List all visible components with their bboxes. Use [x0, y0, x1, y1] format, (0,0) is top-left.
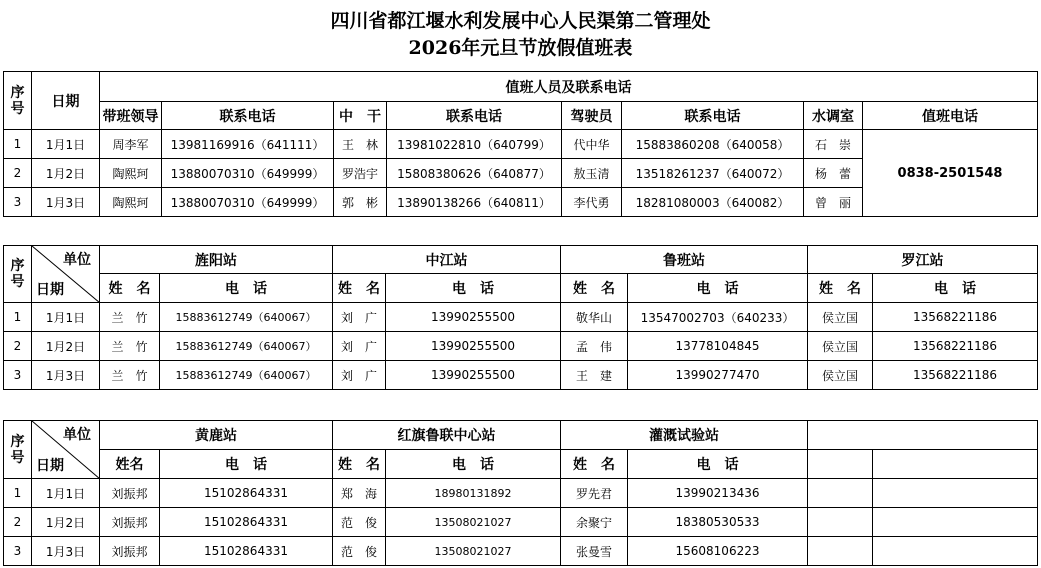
- mid-phone-header: 联系电话: [387, 102, 562, 130]
- document-subtitle: 2026年元旦节放假值班表: [408, 37, 633, 59]
- empty-cell: [808, 479, 873, 508]
- row-date: 1月1日: [32, 130, 100, 159]
- seq-header: 序号: [4, 72, 32, 130]
- water-staff: 杨 蕾: [804, 159, 863, 188]
- staff-name: 范 俊: [333, 508, 386, 537]
- staff-name: 兰 竹: [100, 361, 160, 390]
- row-date: 1月1日: [32, 479, 100, 508]
- table-row: [4, 361, 1038, 390]
- name-header: 姓 名: [100, 274, 160, 303]
- row-date: 1月3日: [32, 361, 100, 390]
- staff-phone: 13990255500: [386, 303, 561, 332]
- driver-phone-header: 联系电话: [622, 102, 804, 130]
- name-header: 姓 名: [808, 274, 873, 303]
- row-no: 3: [4, 361, 32, 390]
- staff-name: 郑 海: [333, 479, 386, 508]
- station-header: 中江站: [333, 246, 561, 274]
- mid-name: 王 林: [334, 130, 387, 159]
- name-header: 姓 名: [333, 274, 386, 303]
- duty-phone-value: 0838-2501548: [863, 130, 1038, 217]
- empty-cell: [873, 537, 1038, 566]
- staff-phone: 13568221186: [873, 332, 1038, 361]
- staff-name: 罗先君: [561, 479, 628, 508]
- table-row: [4, 537, 1038, 566]
- staff-phone: 13568221186: [873, 361, 1038, 390]
- seq-header: 序号: [4, 421, 32, 479]
- station-header: 罗江站: [808, 246, 1038, 274]
- staff-phone: 15608106223: [628, 537, 808, 566]
- mid-phone: 13981022810（640799）: [387, 130, 562, 159]
- driver-phone: 15883860208（640058）: [622, 130, 804, 159]
- mid-name: 郭 彬: [334, 188, 387, 217]
- unit-date-diagonal-header: [32, 421, 100, 479]
- row-date: 1月2日: [32, 508, 100, 537]
- staff-phone: 13547002703（640233）: [628, 303, 808, 332]
- table-row: [4, 332, 1038, 361]
- unit-label: 单位: [63, 427, 91, 443]
- staff-phone: 15102864331: [160, 508, 333, 537]
- table-row: [4, 479, 1038, 508]
- staff-name: 刘 广: [333, 332, 386, 361]
- name-header: 姓 名: [561, 450, 628, 479]
- name-header: 姓 名: [333, 450, 386, 479]
- duty-phone-header: 值班电话: [863, 102, 1038, 130]
- phone-header: 电 话: [628, 274, 808, 303]
- staff-phone: 18980131892: [386, 479, 561, 508]
- name-header: 姓名: [100, 450, 160, 479]
- phone-header: 电 话: [160, 274, 333, 303]
- row-date: 1月1日: [32, 303, 100, 332]
- empty-cell: [873, 479, 1038, 508]
- phone-header: 电 话: [628, 450, 808, 479]
- row-no: 2: [4, 159, 32, 188]
- staff-name: 刘 广: [333, 361, 386, 390]
- leader-name: 陶熙珂: [100, 159, 162, 188]
- staff-name: 余聚宁: [561, 508, 628, 537]
- staff-phone: 13508021027: [386, 537, 561, 566]
- phone-header: 电 话: [386, 274, 561, 303]
- row-date: 1月2日: [32, 332, 100, 361]
- mid-cadre-header: 中 干: [334, 102, 387, 130]
- document-title: 四川省都江堰水利发展中心人民渠第二管理处: [330, 10, 711, 32]
- empty-cell: [808, 508, 873, 537]
- unit-date-diagonal-header: [32, 246, 100, 303]
- station-header: 黄鹿站: [100, 421, 333, 450]
- leader-header: 带班领导: [100, 102, 162, 130]
- seq-header: 序号: [4, 246, 32, 303]
- phone-header: 电 话: [160, 450, 333, 479]
- station-header: 旌阳站: [100, 246, 333, 274]
- row-no: 3: [4, 188, 32, 217]
- leader-name: 陶熙珂: [100, 188, 162, 217]
- row-no: 1: [4, 130, 32, 159]
- station-header: 鲁班站: [561, 246, 808, 274]
- mid-phone: 15808380626（640877）: [387, 159, 562, 188]
- empty-cell: [873, 450, 1038, 479]
- table-row: [4, 130, 1038, 159]
- staff-phone: 13990255500: [386, 332, 561, 361]
- staff-name: 范 俊: [333, 537, 386, 566]
- date-label: 日期: [36, 282, 64, 298]
- staff-phone: 18380530533: [628, 508, 808, 537]
- staff-name: 敬华山: [561, 303, 628, 332]
- driver-name: 敖玉清: [562, 159, 622, 188]
- name-header: 姓 名: [561, 274, 628, 303]
- staff-name: 侯立国: [808, 303, 873, 332]
- staff-name: 张曼雪: [561, 537, 628, 566]
- driver-name: 代中华: [562, 130, 622, 159]
- driver-phone: 18281080003（640082）: [622, 188, 804, 217]
- water-dispatch-header: 水调室: [804, 102, 863, 130]
- duty-staff-group-header: 值班人员及联系电话: [100, 72, 1038, 102]
- staff-phone: 15102864331: [160, 479, 333, 508]
- phone-header: 电 话: [386, 450, 561, 479]
- row-date: 1月3日: [32, 537, 100, 566]
- row-date: 1月2日: [32, 159, 100, 188]
- leader-phone-header: 联系电话: [162, 102, 334, 130]
- staff-phone: 13778104845: [628, 332, 808, 361]
- staff-phone: 15883612749（640067）: [160, 332, 333, 361]
- empty-header: [808, 421, 1038, 450]
- station-duty-table-1: [3, 245, 1038, 390]
- leader-phone: 13880070310（649999）: [162, 159, 334, 188]
- leader-duty-table: [3, 71, 1038, 217]
- unit-label: 单位: [63, 252, 91, 268]
- table-row: [4, 508, 1038, 537]
- staff-name: 侯立国: [808, 361, 873, 390]
- driver-header: 驾驶员: [562, 102, 622, 130]
- leader-phone: 13981169916（641111）: [162, 130, 334, 159]
- empty-cell: [808, 450, 873, 479]
- mid-name: 罗浩宇: [334, 159, 387, 188]
- water-staff: 曾 丽: [804, 188, 863, 217]
- driver-name: 李代勇: [562, 188, 622, 217]
- staff-name: 刘振邦: [100, 479, 160, 508]
- staff-phone: 15883612749（640067）: [160, 361, 333, 390]
- row-no: 2: [4, 508, 32, 537]
- station-duty-table-2: [3, 420, 1038, 566]
- station-header: 红旗鲁联中心站: [333, 421, 561, 450]
- row-no: 1: [4, 303, 32, 332]
- staff-phone: 15102864331: [160, 537, 333, 566]
- empty-cell: [808, 537, 873, 566]
- leader-phone: 13880070310（649999）: [162, 188, 334, 217]
- water-staff: 石 崇: [804, 130, 863, 159]
- staff-phone: 13990255500: [386, 361, 561, 390]
- date-label: 日期: [36, 458, 64, 474]
- station-header: 灌溉试验站: [561, 421, 808, 450]
- staff-name: 王 建: [561, 361, 628, 390]
- staff-name: 刘振邦: [100, 508, 160, 537]
- staff-phone: 13990213436: [628, 479, 808, 508]
- date-header: 日期: [32, 72, 100, 130]
- row-no: 1: [4, 479, 32, 508]
- staff-phone: 13508021027: [386, 508, 561, 537]
- staff-name: 孟 伟: [561, 332, 628, 361]
- staff-name: 刘振邦: [100, 537, 160, 566]
- row-no: 2: [4, 332, 32, 361]
- row-no: 3: [4, 537, 32, 566]
- staff-name: 刘 广: [333, 303, 386, 332]
- staff-name: 兰 竹: [100, 303, 160, 332]
- staff-phone: 13990277470: [628, 361, 808, 390]
- table-row: [4, 303, 1038, 332]
- staff-name: 侯立国: [808, 332, 873, 361]
- staff-phone: 13568221186: [873, 303, 1038, 332]
- leader-name: 周李军: [100, 130, 162, 159]
- phone-header: 电 话: [873, 274, 1038, 303]
- mid-phone: 13890138266（640811）: [387, 188, 562, 217]
- driver-phone: 13518261237（640072）: [622, 159, 804, 188]
- row-date: 1月3日: [32, 188, 100, 217]
- staff-phone: 15883612749（640067）: [160, 303, 333, 332]
- staff-name: 兰 竹: [100, 332, 160, 361]
- empty-cell: [873, 508, 1038, 537]
